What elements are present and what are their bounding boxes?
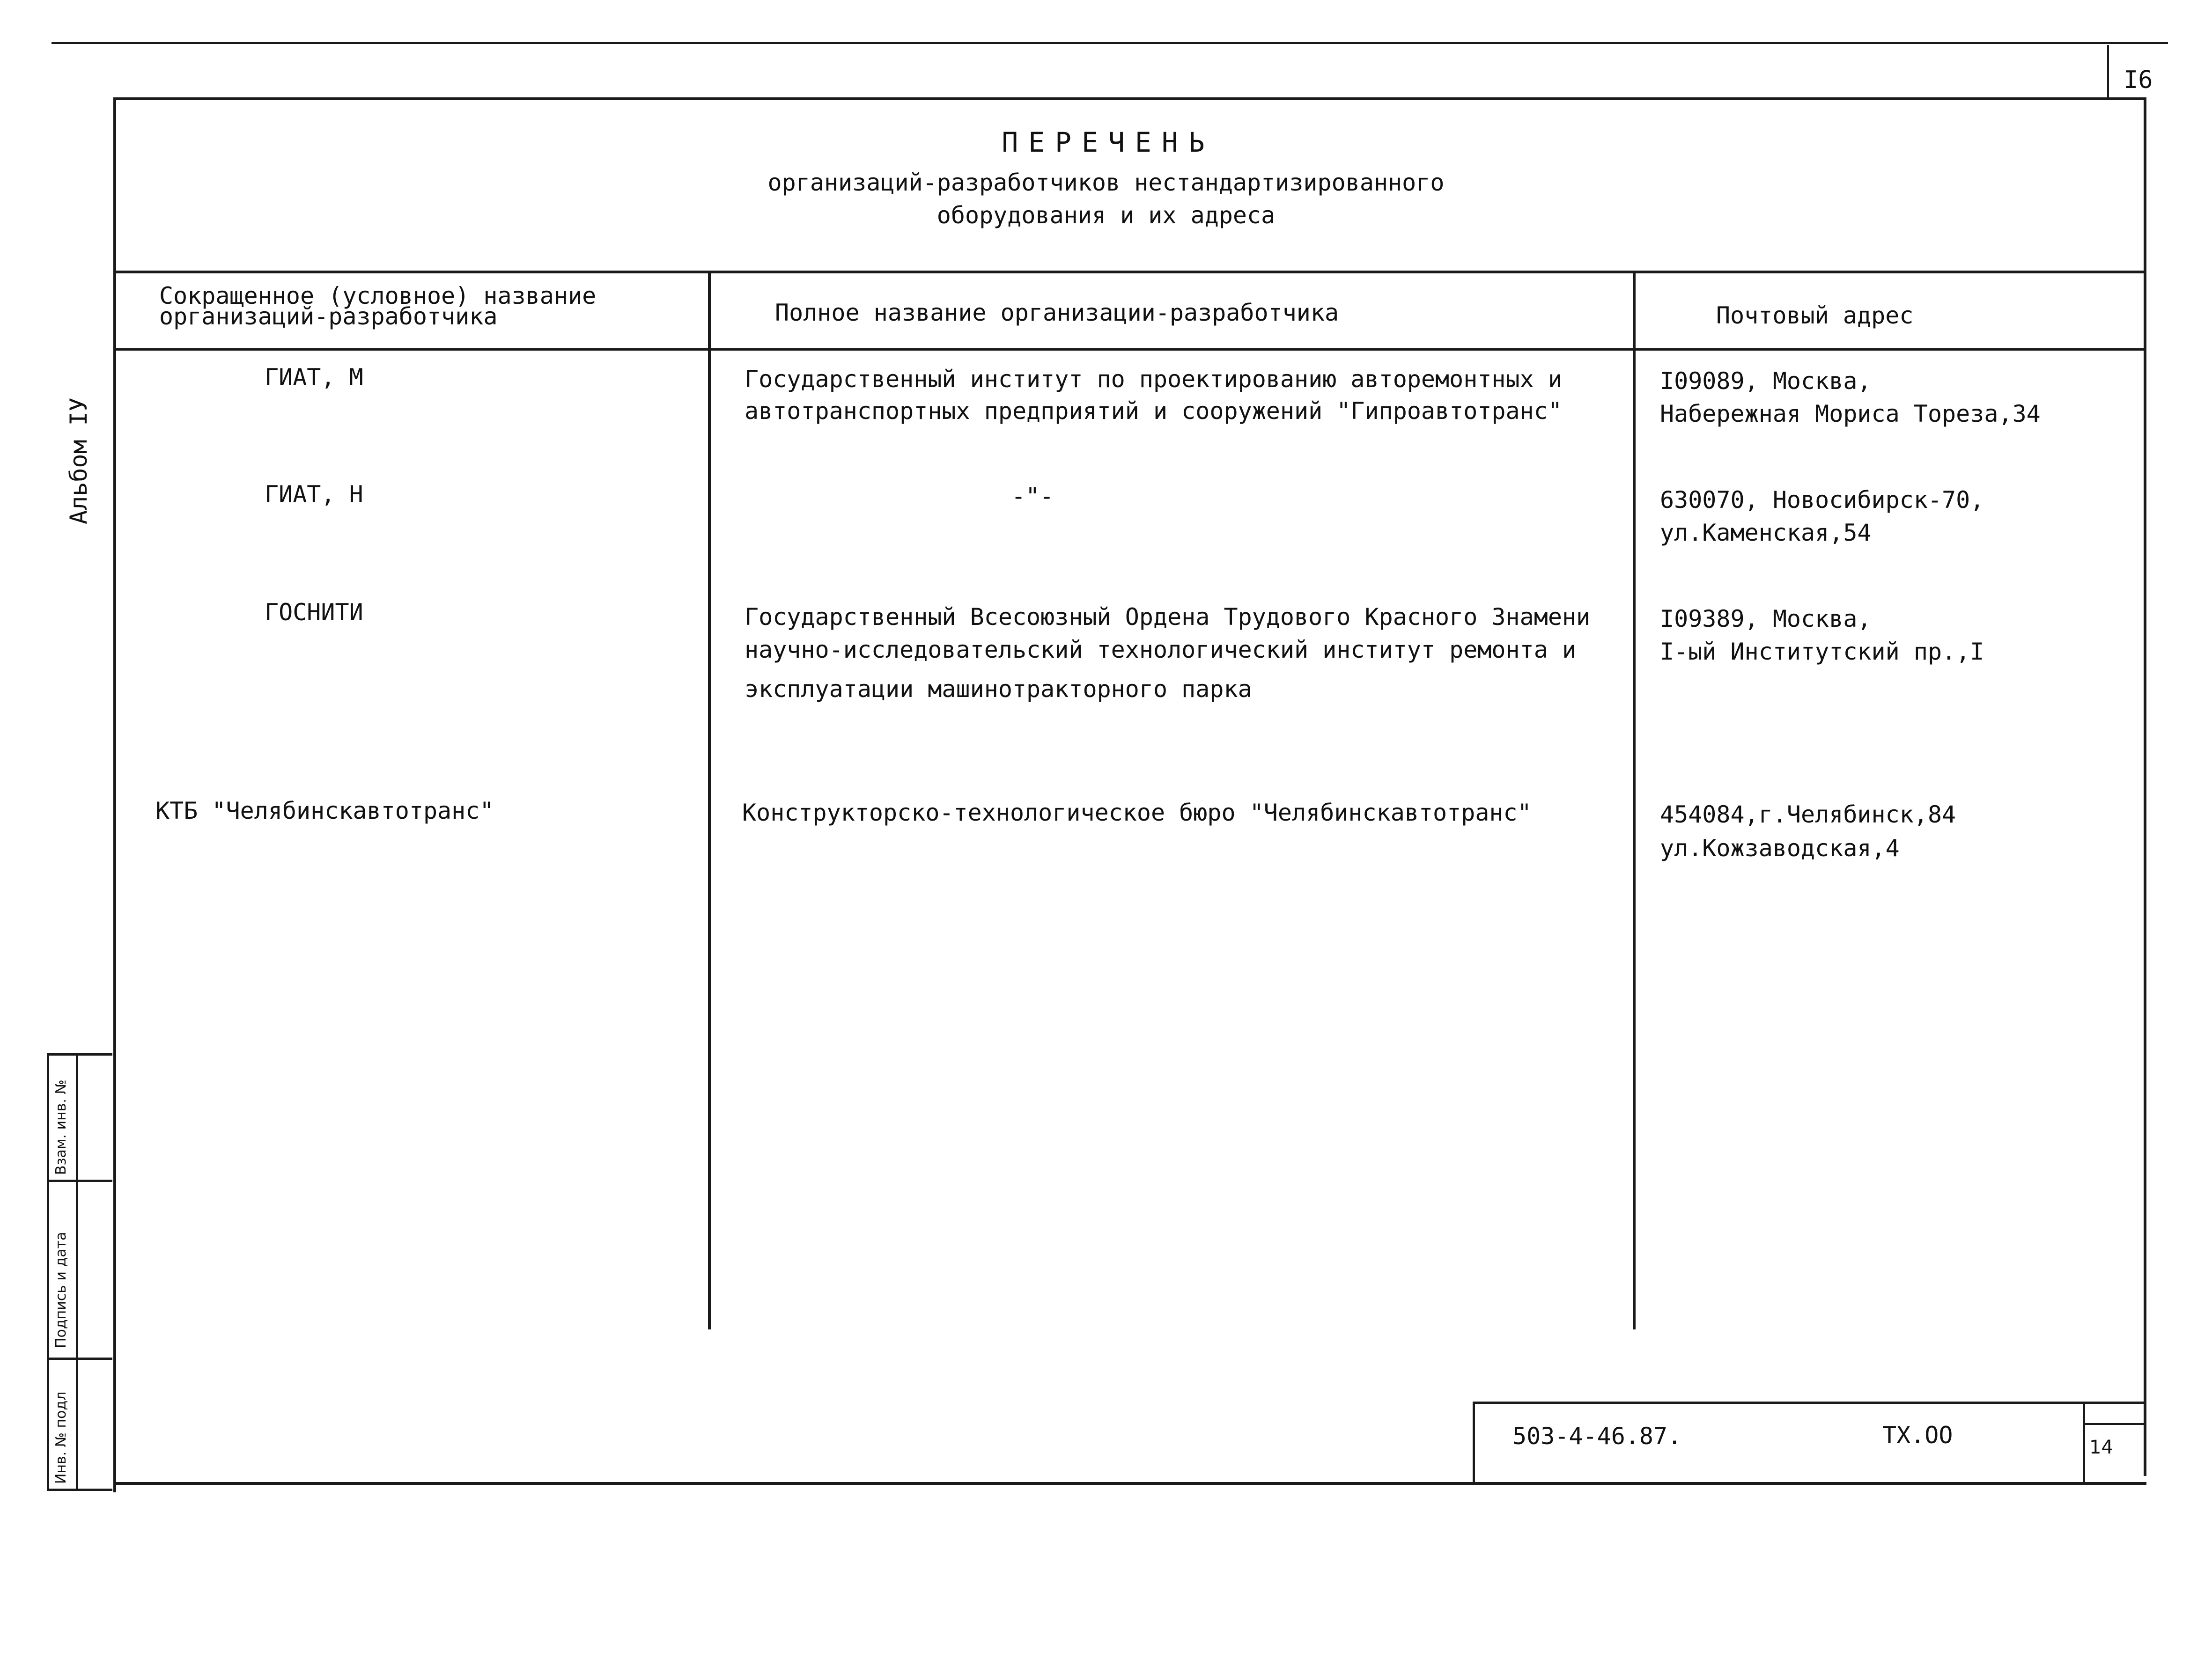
row-2-short-name: ГИАТ, Н — [265, 481, 363, 508]
table-header-top — [113, 271, 2146, 273]
footer-mark: ТХ.ОО — [1882, 1422, 1953, 1449]
album-label: Альбом IУ — [65, 397, 92, 524]
stamp-top — [47, 1053, 112, 1056]
page-number-divider — [2107, 45, 2109, 99]
frame-bottom — [113, 1482, 2146, 1485]
row-3-short-name: ГОСНИТИ — [265, 599, 363, 626]
row-2-full-name-ditto: -"- — [1011, 483, 1054, 510]
header-address: Почтовый адрес — [1716, 302, 1914, 329]
row-4-address-line1: 454084,г.Челябинск,84 — [1660, 801, 1956, 828]
row-4-address-line2: ул.Кожзаводская,4 — [1660, 835, 1900, 862]
stamp-bottom — [47, 1489, 112, 1491]
row-3-full-name-line1: Государственный Всесоюзный Ордена Трудового Красного Знамени — [745, 603, 1591, 631]
row-1-short-name: ГИАТ, М — [265, 364, 363, 391]
header-short-name-line2: организаций-разработчика — [159, 303, 498, 330]
page-number: I6 — [2124, 66, 2153, 94]
stamp-label-signature-date: Подпись и дата — [53, 1232, 69, 1348]
document-title: ПЕРЕЧЕНЬ — [1002, 126, 1215, 158]
stamp-label-original-inv: Инв. № подл — [53, 1391, 69, 1484]
stamp-sep-2 — [47, 1358, 112, 1360]
row-2-address-line1: 630070, Новосибирск-70, — [1660, 486, 1984, 514]
footer-sheet-divider — [2083, 1402, 2085, 1482]
stamp-sep-1 — [47, 1180, 112, 1182]
frame-top — [113, 97, 2146, 100]
footer-sheet-number: 14 — [2089, 1437, 2113, 1458]
table-header-bottom — [113, 348, 2146, 351]
stamp-inner — [76, 1053, 78, 1491]
footer-box-left — [1473, 1402, 1475, 1482]
row-4-full-name: Конструкторско-технологическое бюро "Челябинскавтотранс" — [742, 799, 1532, 826]
row-3-full-name-line3: эксплуатации машинотракторного парка — [745, 675, 1252, 703]
footer-box-top — [1473, 1402, 2145, 1404]
header-full-name: Полное название организации-разработчика — [775, 299, 1339, 326]
row-3-address-line2: I-ый Институтский пр.,I — [1660, 638, 1984, 665]
column-divider-1 — [708, 272, 711, 1329]
document-subtitle-line2: оборудования и их адреса — [936, 202, 1276, 229]
row-1-address-line2: Набережная Мориса Тореза,34 — [1660, 400, 2041, 427]
row-2-address-line2: ул.Каменская,54 — [1660, 519, 1872, 546]
stamp-label-replaced-inv: Взам. инв. № — [53, 1079, 69, 1175]
row-1-address-line1: I09089, Москва, — [1660, 367, 1872, 395]
row-1-full-name-line2: автотранспортных предприятий и сооружений "Гипроавтотранс" — [745, 397, 1562, 425]
footer-doc-code: 503-4-46.87. — [1512, 1423, 1682, 1450]
row-3-address-line1: I09389, Москва, — [1660, 605, 1872, 632]
column-divider-2 — [1633, 272, 1636, 1329]
row-1-full-name-line1: Государственный институт по проектированию авторемонтных и — [745, 366, 1562, 393]
frame-left — [113, 97, 116, 1492]
frame-right — [2144, 97, 2146, 1476]
footer-sheet-sep — [2083, 1423, 2145, 1425]
top-rule — [52, 42, 2168, 44]
document-subtitle-line1: организаций-разработчиков нестандартизированного — [767, 169, 1445, 196]
row-3-full-name-line2: научно-исследовательский технологический институт ремонта и — [745, 636, 1577, 663]
header-short-name-line1: Сокращенное (условное) название — [159, 282, 597, 309]
stamp-left — [47, 1053, 49, 1491]
row-4-short-name: КТБ "Челябинскавтотранс" — [155, 797, 494, 824]
